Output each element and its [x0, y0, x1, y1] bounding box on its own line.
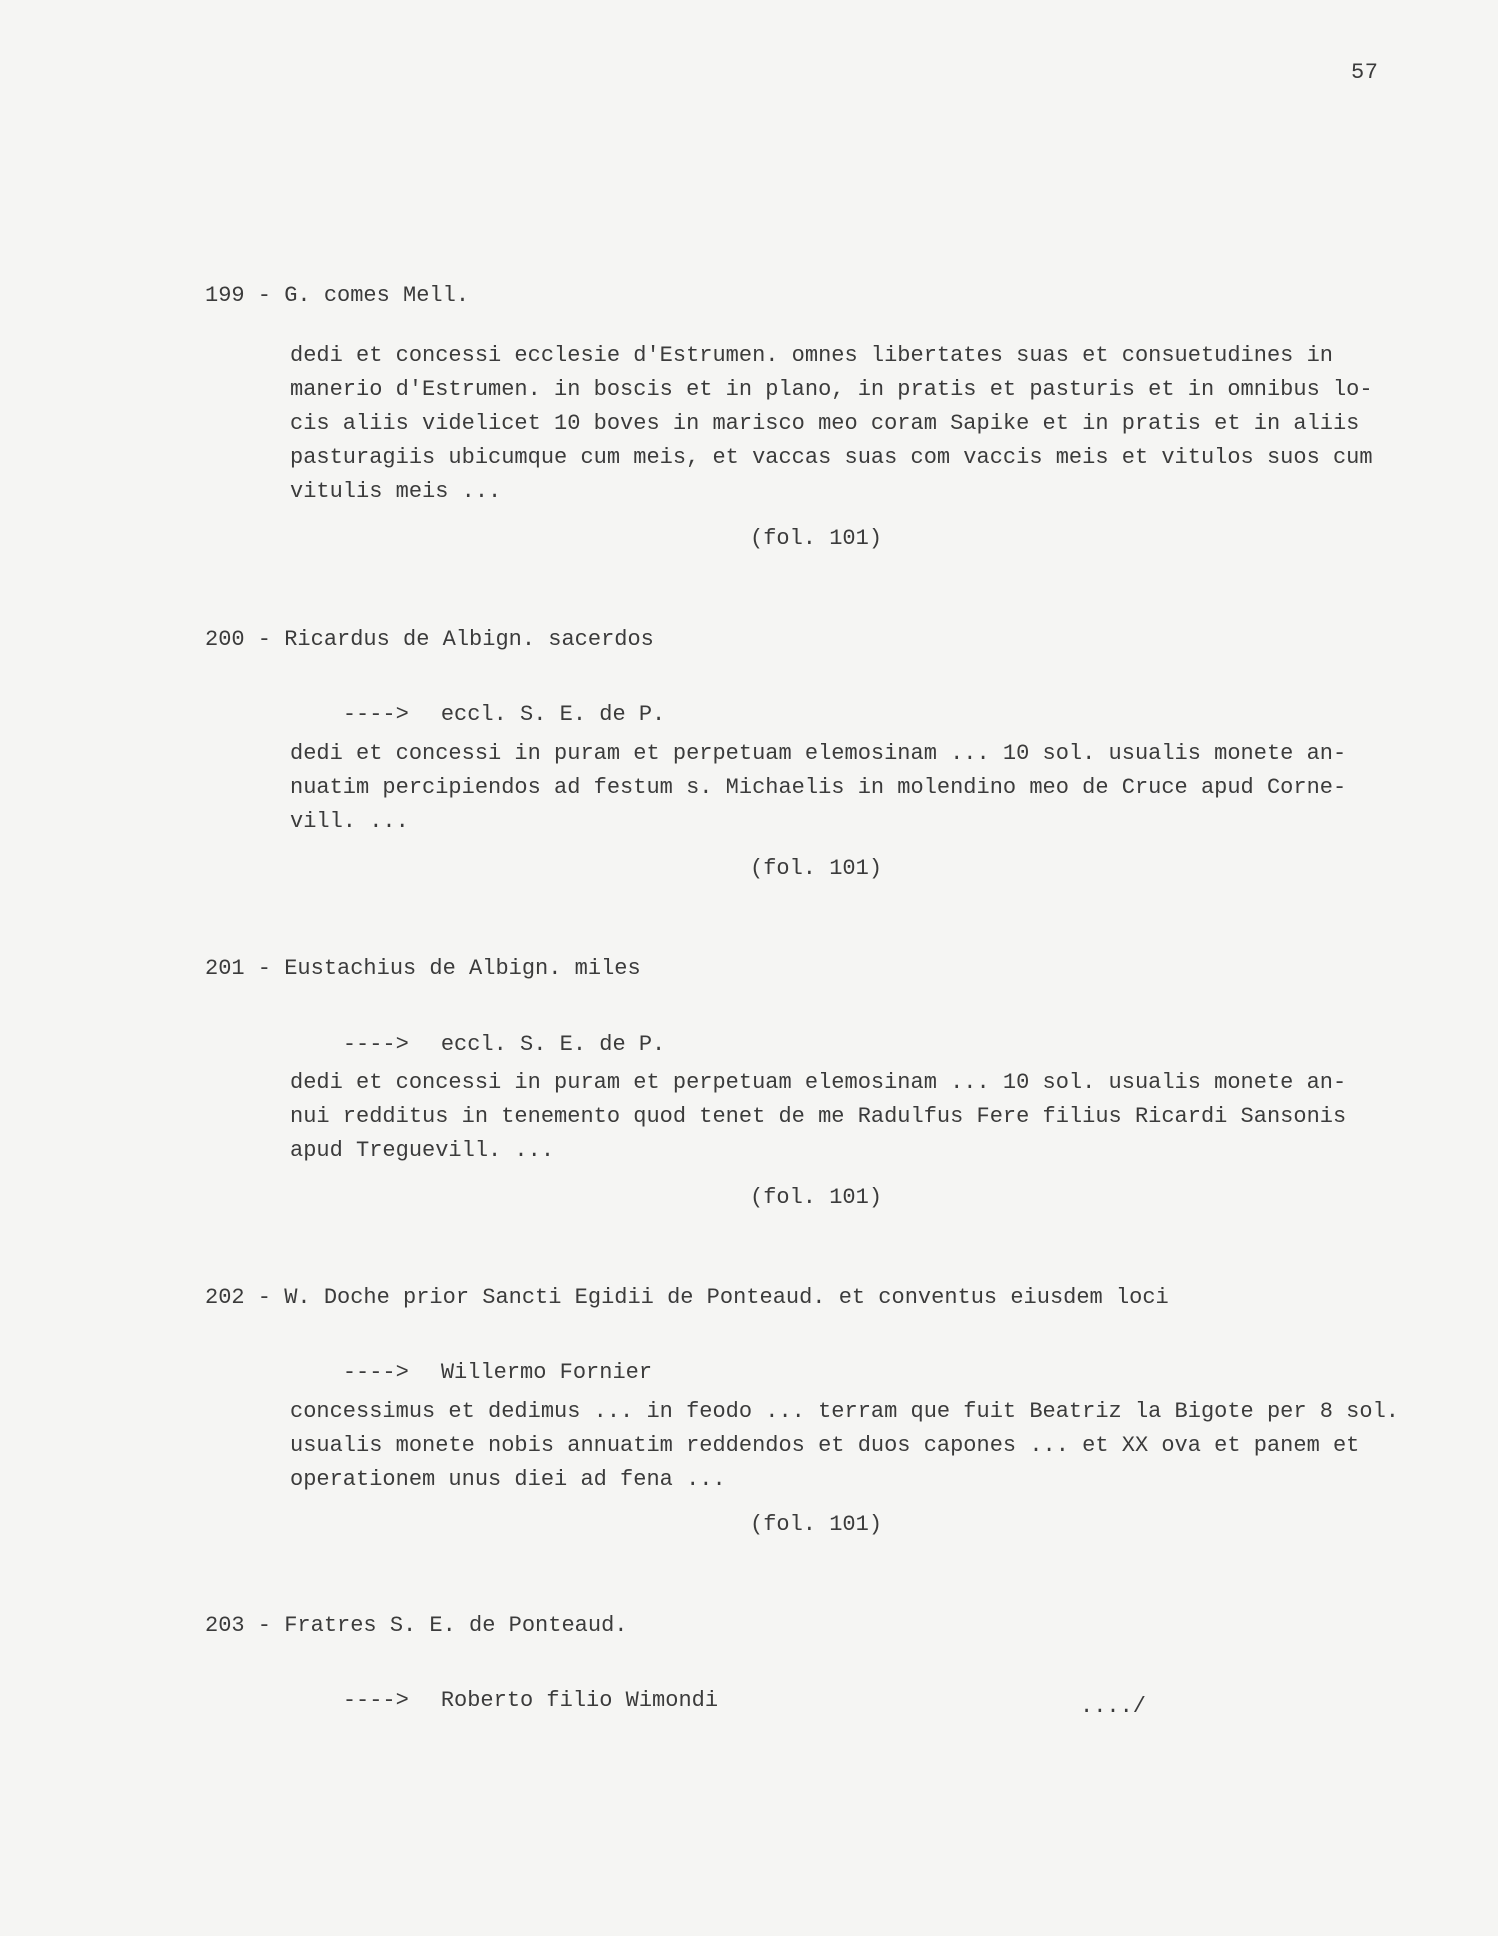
- entry-199-folio: (fol. 101): [750, 526, 883, 551]
- text-line: pasturagiis ubicumque cum meis, et vaccas suas com vaccis meis et vitulos suos cum: [290, 445, 1373, 470]
- text-line: concessimus et dedimus ... in feodo ... terram que fuit Beatriz la Bigote per 8 sol.: [290, 1399, 1399, 1424]
- entry-203-recipient-line: [290, 1663, 718, 1738]
- entry-202-text: [290, 1395, 1490, 1497]
- text-line: nui redditus in tenemento quod tenet de me Radulfus Fere filius Ricardi Sansonis: [290, 1104, 1347, 1129]
- text-line: vill. ...: [290, 809, 409, 834]
- arrow-icon: ---->: [342, 702, 409, 727]
- entry-201-text: [290, 1066, 1490, 1168]
- text-line: apud Treguevill. ...: [290, 1138, 555, 1163]
- text-line: dedi et concessi in puram et perpetuam elemosinam ... 10 sol. usualis monete an-: [290, 1070, 1347, 1095]
- entry-203-recipient: Roberto filio Wimondi: [440, 1688, 719, 1713]
- entry-200-heading: 200 - Ricardus de Albign. sacerdos: [205, 627, 654, 652]
- entry-202-recipient: Willermo Fornier: [440, 1360, 653, 1385]
- entry-199-heading: 199 - G. comes Mell.: [205, 283, 470, 308]
- arrow-icon: ---->: [342, 1032, 409, 1057]
- entry-203-heading: 203 - Fratres S. E. de Ponteaud.: [205, 1613, 628, 1638]
- text-line: dedi et concessi in puram et perpetuam elemosinam ... 10 sol. usualis monete an-: [290, 741, 1347, 766]
- arrow-icon: ---->: [342, 1360, 409, 1385]
- entry-201-folio: (fol. 101): [750, 1185, 883, 1210]
- entry-200-text: [290, 737, 1490, 839]
- entry-199-text: [290, 339, 1490, 509]
- entry-200-recipient: eccl. S. E. de P.: [440, 702, 666, 727]
- text-line: operationem unus diei ad fena ...: [290, 1467, 726, 1492]
- entry-202-heading: 202 - W. Doche prior Sancti Egidii de Ponteaud. et conventus eiusdem loci: [205, 1285, 1169, 1310]
- text-line: nuatim percipiendos ad festum s. Michaelis in molendino meo de Cruce apud Corne-: [290, 775, 1347, 800]
- text-line: vitulis meis ...: [290, 479, 502, 504]
- entry-202-folio: (fol. 101): [750, 1512, 883, 1537]
- entry-201-recipient: eccl. S. E. de P.: [440, 1032, 666, 1057]
- text-line: usualis monete nobis annuatim reddendos et duos capones ... et XX ova et panem et: [290, 1433, 1360, 1458]
- entry-201-heading: 201 - Eustachius de Albign. miles: [205, 956, 641, 981]
- entry-200-folio: (fol. 101): [750, 856, 883, 881]
- page-number: 57: [1351, 60, 1379, 85]
- arrow-icon: ---->: [342, 1688, 409, 1713]
- text-line: dedi et concessi ecclesie d'Estrumen. omnes libertates suas et consuetudines in: [290, 343, 1333, 368]
- text-line: manerio d'Estrumen. in boscis et in plano, in pratis et pasturis et in omnibus lo-: [290, 377, 1373, 402]
- text-line: cis aliis videlicet 10 boves in marisco meo coram Sapike et in pratis et in aliis: [290, 411, 1360, 436]
- continuation-mark: ..../: [1080, 1694, 1147, 1719]
